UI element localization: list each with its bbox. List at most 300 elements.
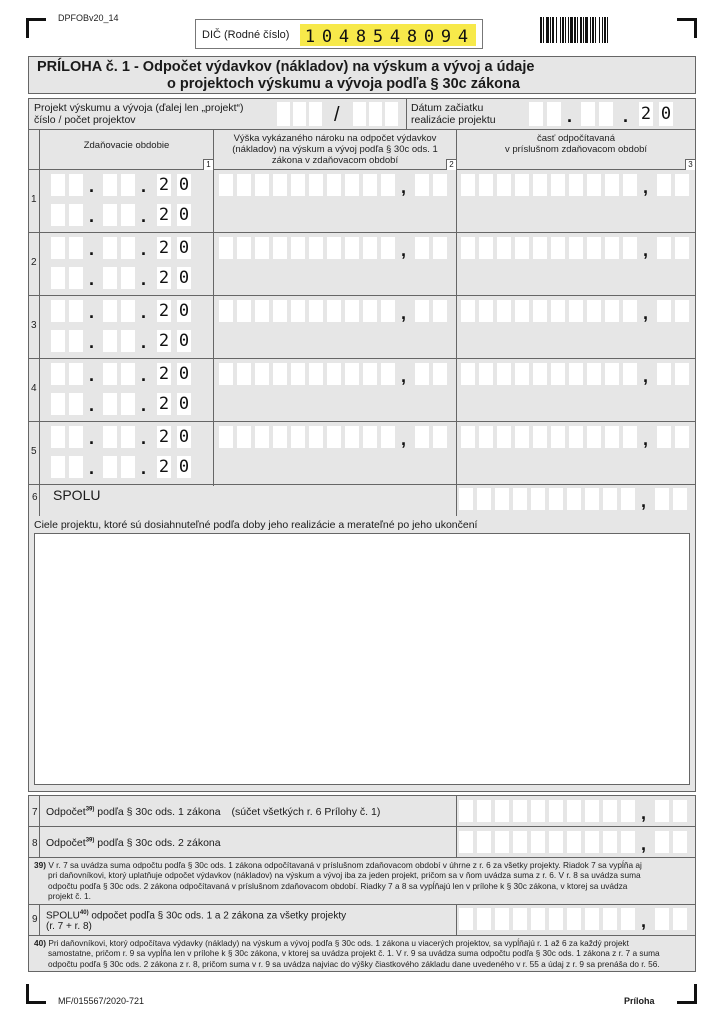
row-divider (29, 421, 695, 422)
project-number-field[interactable] (277, 102, 427, 126)
digit-box[interactable] (237, 174, 251, 196)
digit-box[interactable] (273, 363, 287, 385)
digit-box[interactable] (459, 831, 473, 853)
digit-box[interactable] (291, 174, 305, 196)
summary-section (28, 795, 696, 972)
project-number-box[interactable] (277, 102, 290, 126)
digit-box[interactable] (495, 800, 509, 822)
digit-box[interactable] (515, 300, 529, 322)
year-digit: 2 (158, 427, 170, 447)
digit-box[interactable] (655, 800, 669, 822)
deducted-amount-field[interactable] (461, 426, 695, 448)
digit-box[interactable] (513, 488, 527, 510)
col3-number: 3 (685, 159, 695, 170)
digit-box[interactable] (657, 237, 671, 259)
digit-box[interactable] (327, 300, 341, 322)
digit-box[interactable] (415, 363, 429, 385)
date-digit-box[interactable] (103, 267, 117, 289)
digit-box[interactable] (567, 800, 581, 822)
decimal-comma: , (401, 303, 407, 323)
date-digit-box[interactable] (51, 330, 65, 352)
digit-box[interactable] (309, 363, 323, 385)
dic-field[interactable] (300, 24, 476, 46)
date-digit-box[interactable] (103, 204, 117, 226)
date-digit-box[interactable] (51, 393, 65, 415)
date-digit-box[interactable] (51, 363, 65, 385)
dic-digit: 9 (440, 27, 452, 47)
date-digit-box[interactable] (121, 174, 135, 196)
digit-box[interactable] (309, 300, 323, 322)
decimal-comma: , (401, 366, 407, 386)
digit-box[interactable] (585, 800, 599, 822)
date-field[interactable] (51, 267, 211, 289)
digit-box[interactable] (479, 174, 493, 196)
date-dot: . (89, 365, 95, 385)
project-count-box[interactable] (385, 102, 398, 126)
digit-box[interactable] (433, 174, 447, 196)
date-digit-box[interactable] (69, 237, 83, 259)
date-dot: . (89, 332, 95, 352)
spolu-label: SPOLU (53, 487, 101, 503)
digit-box[interactable] (621, 488, 635, 510)
digit-box[interactable] (479, 237, 493, 259)
digit-box[interactable] (219, 363, 233, 385)
digit-box[interactable] (531, 831, 545, 853)
digit-box[interactable] (273, 300, 287, 322)
row-number: 7 (32, 807, 38, 818)
digit-box[interactable] (567, 908, 581, 930)
digit-box[interactable] (479, 426, 493, 448)
digit-box[interactable] (461, 237, 475, 259)
date-digit-box[interactable] (51, 456, 65, 478)
digit-box[interactable] (533, 300, 547, 322)
date-field[interactable] (51, 300, 211, 322)
date-digit-box[interactable] (103, 456, 117, 478)
row8-label: Odpočet (46, 837, 86, 849)
date-digit-box[interactable] (69, 330, 83, 352)
date-digit-box[interactable] (103, 300, 117, 322)
digit-box[interactable] (551, 426, 565, 448)
digit-box[interactable] (623, 237, 637, 259)
digit-box[interactable] (655, 488, 669, 510)
date-dot: . (141, 176, 147, 196)
date-digit-box[interactable] (547, 102, 561, 126)
project-number-box[interactable] (293, 102, 306, 126)
year-digit: 0 (178, 331, 190, 351)
date-digit-box[interactable] (103, 363, 117, 385)
date-digit-box[interactable] (121, 456, 135, 478)
date-digit-box[interactable] (103, 393, 117, 415)
digit-box[interactable] (461, 300, 475, 322)
digit-box[interactable] (569, 300, 583, 322)
date-field[interactable] (51, 393, 211, 415)
digit-box[interactable] (569, 174, 583, 196)
row6-sum-field[interactable] (459, 488, 695, 510)
row7-amount-field[interactable] (459, 800, 695, 822)
digit-box[interactable] (495, 831, 509, 853)
deducted-amount-field[interactable] (461, 300, 695, 322)
corner-mark-bottom-left (26, 984, 46, 1004)
digit-box[interactable] (603, 908, 617, 930)
digit-box[interactable] (569, 237, 583, 259)
digit-box[interactable] (531, 488, 545, 510)
date-field[interactable] (51, 204, 211, 226)
digit-box[interactable] (495, 908, 509, 930)
digit-box[interactable] (345, 426, 359, 448)
row-number: 9 (32, 914, 38, 925)
digit-box[interactable] (255, 363, 269, 385)
digit-box[interactable] (551, 363, 565, 385)
digit-box[interactable] (477, 831, 491, 853)
date-dot: . (89, 458, 95, 478)
digit-box[interactable] (479, 363, 493, 385)
claim-amount-field[interactable] (219, 426, 451, 448)
digit-box[interactable] (673, 488, 687, 510)
col2-number: 2 (446, 159, 456, 170)
digit-box[interactable] (567, 831, 581, 853)
digit-box[interactable] (533, 237, 547, 259)
deducted-amount-field[interactable] (461, 237, 695, 259)
digit-box[interactable] (605, 237, 619, 259)
year-digit: 2 (158, 205, 170, 225)
project-count-box[interactable] (353, 102, 366, 126)
digit-box[interactable] (585, 831, 599, 853)
digit-box[interactable] (675, 300, 689, 322)
date-field[interactable] (51, 174, 211, 196)
deducted-amount-field[interactable] (461, 174, 695, 196)
corner-mark-top-right (677, 18, 697, 38)
claim-amount-field[interactable] (219, 237, 451, 259)
digit-box[interactable] (549, 800, 563, 822)
digit-box[interactable] (255, 237, 269, 259)
digit-box[interactable] (569, 426, 583, 448)
year-digit: 2 (158, 457, 170, 477)
digit-box[interactable] (363, 300, 377, 322)
digit-box[interactable] (415, 237, 429, 259)
digit-box[interactable] (657, 363, 671, 385)
claim-amount-field[interactable] (219, 300, 451, 322)
digit-box[interactable] (513, 831, 527, 853)
digit-box[interactable] (381, 237, 395, 259)
digit-box[interactable] (515, 426, 529, 448)
digit-box[interactable] (531, 800, 545, 822)
date-digit-box[interactable] (51, 267, 65, 289)
digit-box[interactable] (569, 363, 583, 385)
digit-box[interactable] (219, 300, 233, 322)
date-dot: . (141, 206, 147, 226)
digit-box[interactable] (605, 426, 619, 448)
date-digit-box[interactable] (103, 330, 117, 352)
digit-box[interactable] (273, 174, 287, 196)
digit-box[interactable] (291, 363, 305, 385)
form-code: DPFOBv20_14 (58, 13, 119, 23)
date-digit-box[interactable] (121, 267, 135, 289)
digit-box[interactable] (237, 300, 251, 322)
year-digit: 0 (178, 238, 190, 258)
digit-box[interactable] (433, 426, 447, 448)
digit-box[interactable] (515, 237, 529, 259)
date-digit-box[interactable] (121, 330, 135, 352)
claim-amount-field[interactable] (219, 363, 451, 385)
date-field[interactable] (51, 330, 211, 352)
date-field[interactable] (51, 456, 211, 478)
digit-box[interactable] (567, 488, 581, 510)
digit-box[interactable] (675, 174, 689, 196)
digit-box[interactable] (363, 237, 377, 259)
dic-digit: 5 (372, 27, 384, 47)
digit-box[interactable] (345, 363, 359, 385)
date-digit-box[interactable] (529, 102, 543, 126)
digit-box[interactable] (415, 174, 429, 196)
claim-amount-field[interactable] (219, 174, 451, 196)
digit-box[interactable] (219, 174, 233, 196)
date-digit-box[interactable] (69, 267, 83, 289)
dic-digit: 4 (457, 27, 469, 47)
digit-box[interactable] (605, 300, 619, 322)
date-field[interactable] (51, 426, 211, 448)
digit-box[interactable] (255, 174, 269, 196)
digit-box[interactable] (513, 908, 527, 930)
date-digit-box[interactable] (581, 102, 595, 126)
digit-box[interactable] (673, 800, 687, 822)
date-digit-box[interactable] (69, 204, 83, 226)
digit-box[interactable] (309, 237, 323, 259)
digit-box[interactable] (291, 237, 305, 259)
digit-box[interactable] (533, 174, 547, 196)
digit-box[interactable] (461, 174, 475, 196)
digit-box[interactable] (461, 426, 475, 448)
date-digit-box[interactable] (121, 426, 135, 448)
footer-label: Príloha (624, 996, 655, 1006)
digit-box[interactable] (605, 363, 619, 385)
date-digit-box[interactable] (121, 393, 135, 415)
row-number: 4 (31, 383, 37, 394)
digit-box[interactable] (533, 426, 547, 448)
project-number-box[interactable] (309, 102, 322, 126)
date-digit-box[interactable] (121, 204, 135, 226)
digit-box[interactable] (531, 908, 545, 930)
digit-box[interactable] (605, 174, 619, 196)
date-digit-box[interactable] (69, 426, 83, 448)
digit-box[interactable] (623, 363, 637, 385)
digit-box[interactable] (675, 426, 689, 448)
digit-box[interactable] (273, 237, 287, 259)
date-field[interactable] (51, 363, 211, 385)
date-digit-box[interactable] (69, 393, 83, 415)
date-digit-box[interactable] (51, 174, 65, 196)
digit-box[interactable] (585, 908, 599, 930)
digit-box[interactable] (219, 237, 233, 259)
digit-box[interactable] (219, 426, 233, 448)
digit-box[interactable] (309, 426, 323, 448)
date-digit-box[interactable] (69, 174, 83, 196)
digit-box[interactable] (587, 300, 601, 322)
date-dot: . (141, 239, 147, 259)
digit-box[interactable] (497, 363, 511, 385)
digit-box[interactable] (587, 174, 601, 196)
date-digit-box[interactable] (69, 300, 83, 322)
digit-box[interactable] (515, 174, 529, 196)
digit-box[interactable] (549, 831, 563, 853)
digit-box[interactable] (655, 908, 669, 930)
date-field[interactable] (51, 237, 211, 259)
digit-box[interactable] (237, 237, 251, 259)
digit-box[interactable] (381, 363, 395, 385)
year-digit: 0 (178, 364, 190, 384)
digit-box[interactable] (587, 363, 601, 385)
date-digit-box[interactable] (51, 426, 65, 448)
digit-box[interactable] (309, 174, 323, 196)
digit-box[interactable] (657, 426, 671, 448)
digit-box[interactable] (603, 488, 617, 510)
start-date-field[interactable] (529, 102, 694, 126)
digit-box[interactable] (381, 174, 395, 196)
decimal-comma: , (641, 834, 647, 854)
date-digit-box[interactable] (121, 300, 135, 322)
digit-box[interactable] (673, 831, 687, 853)
digit-box[interactable] (327, 174, 341, 196)
digit-box[interactable] (477, 488, 491, 510)
digit-box[interactable] (345, 237, 359, 259)
digit-box[interactable] (255, 426, 269, 448)
digit-box[interactable] (273, 426, 287, 448)
digit-box[interactable] (497, 174, 511, 196)
project-count-box[interactable] (369, 102, 382, 126)
digit-box[interactable] (433, 363, 447, 385)
start-date-label-line2: realizácie projektu (411, 114, 496, 126)
project-slash: / (334, 104, 340, 126)
row-number: 5 (31, 446, 37, 457)
digit-box[interactable] (345, 300, 359, 322)
digit-box[interactable] (587, 237, 601, 259)
year-digit: 2 (158, 331, 170, 351)
row9-label-rest: odpočet podľa § 30c ods. 1 a 2 zákona za všetky projekty (91, 910, 347, 922)
year-digit: 0 (178, 205, 190, 225)
date-dot: . (89, 269, 95, 289)
digit-box[interactable] (255, 300, 269, 322)
digit-box[interactable] (515, 363, 529, 385)
footer-code: MF/015567/2020-721 (58, 996, 145, 1006)
digit-box[interactable] (551, 174, 565, 196)
digit-box[interactable] (327, 426, 341, 448)
digit-box[interactable] (549, 488, 563, 510)
digit-box[interactable] (513, 800, 527, 822)
digit-box[interactable] (459, 800, 473, 822)
digit-box[interactable] (587, 426, 601, 448)
digit-box[interactable] (551, 300, 565, 322)
digit-box[interactable] (675, 363, 689, 385)
digit-box[interactable] (237, 426, 251, 448)
date-dot: . (141, 302, 147, 322)
barcode (540, 17, 664, 43)
row9-label-line2: (r. 7 + r. 8) (46, 921, 92, 933)
digit-box[interactable] (603, 831, 617, 853)
deducted-amount-field[interactable] (461, 363, 695, 385)
date-dot: . (89, 395, 95, 415)
digit-box[interactable] (459, 488, 473, 510)
digit-box[interactable] (621, 800, 635, 822)
row7-note: (súčet všetkých r. 6 Prílohy č. 1) (231, 806, 381, 818)
digit-box[interactable] (363, 363, 377, 385)
year-digit: 2 (158, 301, 170, 321)
date-digit-box[interactable] (51, 237, 65, 259)
digit-box[interactable] (675, 237, 689, 259)
digit-box[interactable] (291, 300, 305, 322)
digit-box[interactable] (621, 831, 635, 853)
digit-box[interactable] (327, 363, 341, 385)
digit-box[interactable] (477, 908, 491, 930)
digit-box[interactable] (623, 174, 637, 196)
digit-box[interactable] (549, 908, 563, 930)
digit-box[interactable] (497, 300, 511, 322)
goals-textarea[interactable] (34, 533, 690, 785)
year-digit: 0 (178, 301, 190, 321)
project-row (28, 98, 696, 130)
start-date-label-line1: Dátum začiatku (411, 102, 484, 114)
digit-box[interactable] (291, 426, 305, 448)
digit-box[interactable] (479, 300, 493, 322)
row9-amount-field[interactable] (459, 908, 695, 930)
digit-box[interactable] (461, 363, 475, 385)
digit-box[interactable] (497, 426, 511, 448)
digit-box[interactable] (585, 488, 599, 510)
date-dot: . (623, 106, 629, 126)
date-digit-box[interactable] (51, 300, 65, 322)
digit-box[interactable] (477, 800, 491, 822)
digit-box[interactable] (495, 488, 509, 510)
date-digit-box[interactable] (599, 102, 613, 126)
digit-box[interactable] (673, 908, 687, 930)
row8-amount-field[interactable] (459, 831, 695, 853)
digit-box[interactable] (603, 800, 617, 822)
digit-box[interactable] (433, 300, 447, 322)
digit-box[interactable] (551, 237, 565, 259)
date-digit-box[interactable] (51, 204, 65, 226)
digit-box[interactable] (363, 174, 377, 196)
col1-header: Zdaňovacie obdobie (83, 140, 170, 151)
date-digit-box[interactable] (69, 363, 83, 385)
digit-box[interactable] (657, 174, 671, 196)
digit-box[interactable] (459, 908, 473, 930)
digit-box[interactable] (655, 831, 669, 853)
date-digit-box[interactable] (103, 174, 117, 196)
digit-box[interactable] (433, 237, 447, 259)
digit-box[interactable] (621, 908, 635, 930)
date-digit-box[interactable] (103, 426, 117, 448)
date-digit-box[interactable] (103, 237, 117, 259)
year-digit: 0 (178, 427, 190, 447)
digit-box[interactable] (345, 174, 359, 196)
digit-box[interactable] (381, 300, 395, 322)
date-dot: . (89, 176, 95, 196)
date-digit-box[interactable] (121, 363, 135, 385)
date-digit-box[interactable] (69, 456, 83, 478)
digit-box[interactable] (497, 237, 511, 259)
digit-box[interactable] (415, 300, 429, 322)
digit-box[interactable] (237, 363, 251, 385)
date-digit-box[interactable] (121, 237, 135, 259)
digit-box[interactable] (623, 300, 637, 322)
digit-box[interactable] (623, 426, 637, 448)
digit-box[interactable] (327, 237, 341, 259)
date-dot: . (141, 269, 147, 289)
decimal-comma: , (641, 491, 647, 511)
digit-box[interactable] (657, 300, 671, 322)
digit-box[interactable] (533, 363, 547, 385)
digit-box[interactable] (415, 426, 429, 448)
digit-box[interactable] (381, 426, 395, 448)
digit-box[interactable] (363, 426, 377, 448)
